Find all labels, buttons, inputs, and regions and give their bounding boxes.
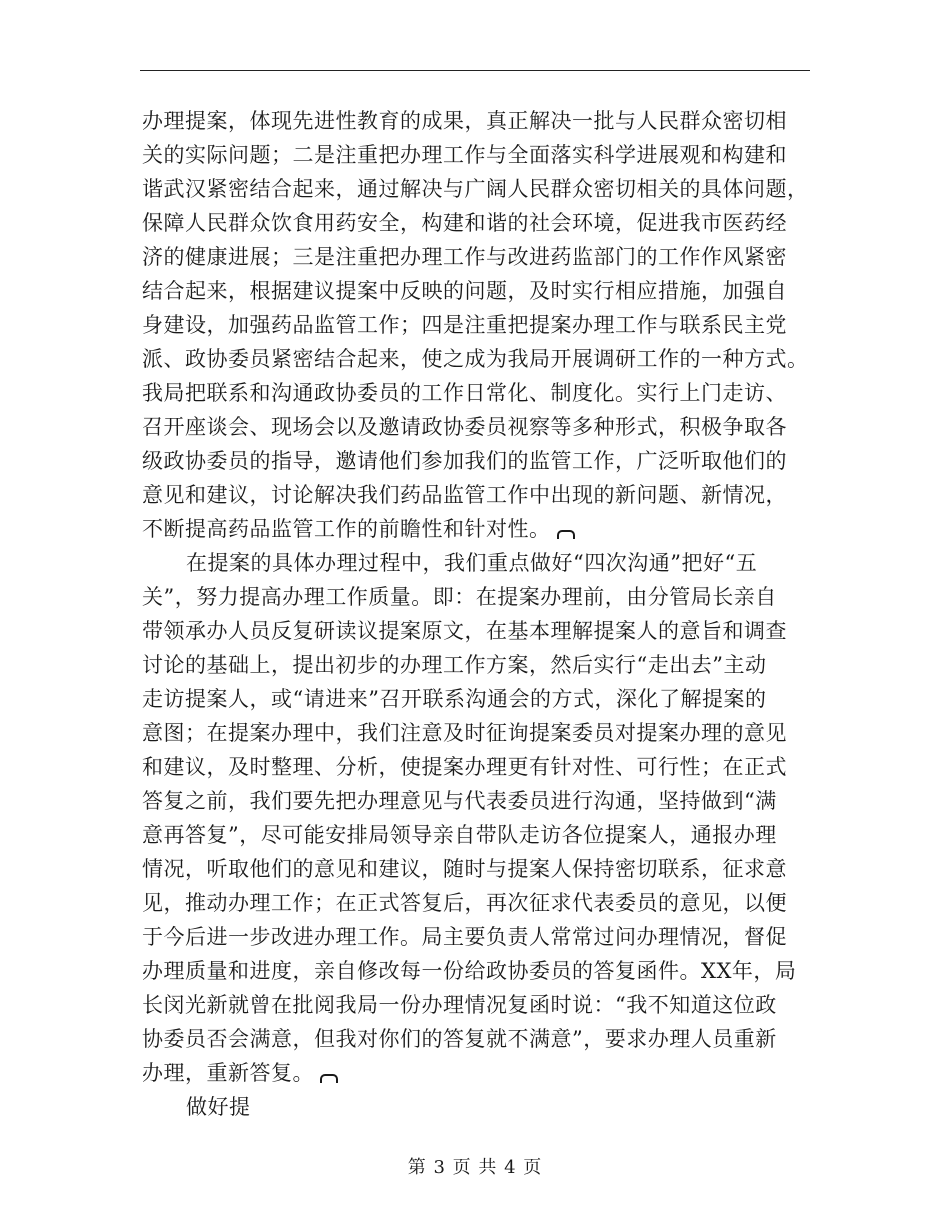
text-line <box>142 784 810 818</box>
text-line-content: 在提案的具体办理过程中，我们重点做好“四次沟通”把好“五 <box>186 551 758 575</box>
text-line-content: 于今后进一步改进办理工作。局主要负责人常常过问办理情况，督促 <box>142 925 787 949</box>
text-line <box>142 512 810 546</box>
text-line <box>142 546 810 580</box>
text-line <box>142 1022 810 1056</box>
text-line-content: 答复之前，我们要先把办理意见与代表委员进行沟通，坚持做到“满 <box>142 789 777 813</box>
text-line-content: 结合起来，根据建议提案中反映的问题，及时实行相应措施，加强自 <box>142 279 787 303</box>
text-line <box>142 920 810 954</box>
text-line <box>142 682 810 716</box>
text-line <box>142 852 810 886</box>
header-rule <box>140 70 810 71</box>
text-line-content: 意见和建议，讨论解决我们药品监管工作中出现的新问题、新情况， <box>142 483 787 507</box>
text-line-content: 办理，重新答复。 <box>142 1061 314 1085</box>
text-line <box>142 1090 810 1124</box>
text-line-content: 召开座谈会、现场会以及邀请政协委员视察等多种形式，积极争取各 <box>142 415 787 439</box>
text-line-content: 济的健康进展；三是注重把办理工作与改进药监部门的工作作风紧密 <box>142 245 787 269</box>
text-line <box>142 716 810 750</box>
text-line-content: 带领承办人员反复研读议提案原文，在基本理解提案人的意旨和调查 <box>142 619 787 643</box>
page-footer: 第 3 页 共 4 页 <box>407 1157 543 1178</box>
text-line-content: 我局把联系和沟通政协委员的工作日常化、制度化。实行上门走访、 <box>142 381 787 405</box>
text-line <box>142 308 810 342</box>
paragraph-mark-icon <box>320 1073 338 1083</box>
text-line <box>142 954 810 988</box>
text-line <box>142 648 810 682</box>
text-line <box>142 342 810 376</box>
text-line <box>142 750 810 784</box>
text-line-content: 谐武汉紧密结合起来，通过解决与广阔人民群众密切相关的具体问题， <box>142 177 809 201</box>
text-line-content: 保障人民群众饮食用药安全，构建和谐的社会环境，促进我市医药经 <box>142 211 787 235</box>
text-line-content: 意图；在提案办理中，我们注意及时征询提案委员对提案办理的意见 <box>142 721 787 745</box>
text-line-content: 派、政协委员紧密结合起来，使之成为我局开展调研工作的一种方式。 <box>142 347 809 371</box>
text-line <box>142 1056 810 1090</box>
text-line <box>142 988 810 1022</box>
text-line-content: 办理质量和进度，亲自修改每一份给政协委员的答复函件。XX年，局 <box>142 959 797 983</box>
text-line <box>142 104 810 138</box>
text-line-content: 讨论的基础上，提出初步的办理工作方案，然后实行“走出去”主动 <box>142 653 767 677</box>
paragraph-mark-icon <box>557 529 575 539</box>
text-line <box>142 138 810 172</box>
text-line <box>142 444 810 478</box>
text-line-content: 长闵光新就曾在批阅我局一份办理情况复函时说：“我不知道这位政 <box>142 993 777 1017</box>
text-line <box>142 818 810 852</box>
text-line-content: 见，推动办理工作；在正式答复后，再次征求代表委员的意见，以便 <box>142 891 787 915</box>
text-line-content: 意再答复”，尽可能安排局领导亲自带队走访各位提案人，通报办理 <box>142 823 777 847</box>
text-line <box>142 376 810 410</box>
text-line-content: 协委员否会满意，但我对你们的答复就不满意”，要求办理人员重新 <box>142 1027 777 1051</box>
text-line-content: 不断提高药品监管工作的前瞻性和针对性。 <box>142 517 551 541</box>
text-line <box>142 614 810 648</box>
text-line <box>142 206 810 240</box>
text-line-content: 级政协委员的指导，邀请他们参加我们的监管工作，广泛听取他们的 <box>142 449 787 473</box>
text-line-content: 走访提案人，或“请进来”召开联系沟通会的方式，深化了解提案的 <box>142 687 767 711</box>
text-line <box>142 886 810 920</box>
text-line <box>142 478 810 512</box>
text-line-content: 和建议，及时整理、分析，使提案办理更有针对性、可行性；在正式 <box>142 755 787 779</box>
text-line-content: 办理提案，体现先进性教育的成果，真正解决一批与人民群众密切相 <box>142 109 787 133</box>
text-line <box>142 580 810 614</box>
text-line <box>142 274 810 308</box>
text-line-content: 身建设，加强药品监管工作；四是注重把提案办理工作与联系民主党 <box>142 313 787 337</box>
text-line <box>142 410 810 444</box>
text-line-content: 关”，努力提高办理工作质量。即：在提案办理前，由分管局长亲自 <box>142 585 777 609</box>
text-line-content: 关的实际问题；二是注重把办理工作与全面落实科学进展观和构建和 <box>142 143 787 167</box>
text-line-content: 情况，听取他们的意见和建议，随时与提案人保持密切联系，征求意 <box>142 857 787 881</box>
text-line <box>142 172 810 206</box>
text-line <box>142 240 810 274</box>
text-line-content: 做好提 <box>186 1095 251 1119</box>
document-body <box>142 104 810 1124</box>
